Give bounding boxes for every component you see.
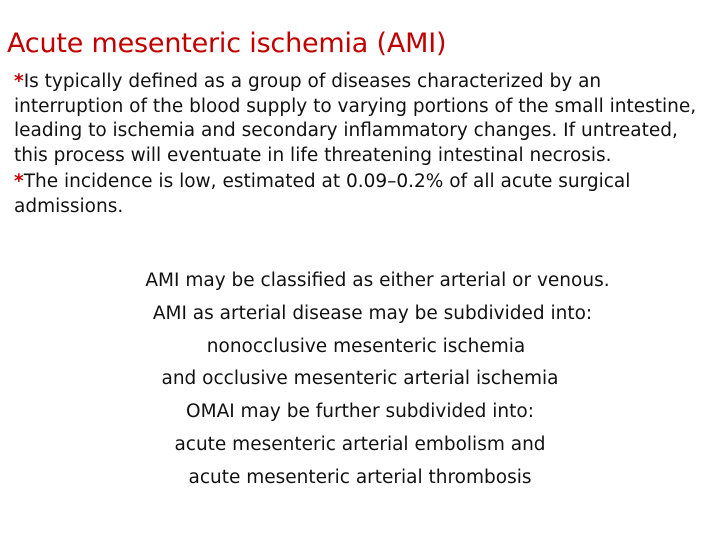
classification-line: nonocclusive mesenteric ischemia [206,335,526,357]
bullet-marker: * [14,71,24,92]
classification-line: OMAI may be further subdivided into: [186,401,534,423]
paragraph-incidence-text: The incidence is low, estimated at 0.09–0.2% of all acute surgical admissions. [14,171,631,217]
paragraph-incidence [8,170,708,219]
classification-line: AMI may be classified as either arterial or venous. [145,270,610,291]
slide-title: Acute mesenteric ischemia (AMI) [7,28,447,59]
paragraph-definition [8,70,708,168]
classification-line: AMI as arterial disease may be subdivided into: [152,302,593,324]
classification-line: acute mesenteric arterial thrombosis [188,466,532,488]
bullet-marker: * [14,171,24,192]
paragraph-definition-text: Is typically defined as a group of diseases characterized by an interruption of the blood supply to varying portions of the small intestine, leading to ischemia and secondary inflammatory changes. If untreated, this process will eventuate in life threatening intestinal necrosis. [14,71,697,166]
body-text [8,70,708,219]
classification-text [0,265,720,495]
classification-line: acute mesenteric arterial embolism and [174,433,546,455]
classification-line: and occlusive mesenteric arterial ischemia [161,368,559,390]
